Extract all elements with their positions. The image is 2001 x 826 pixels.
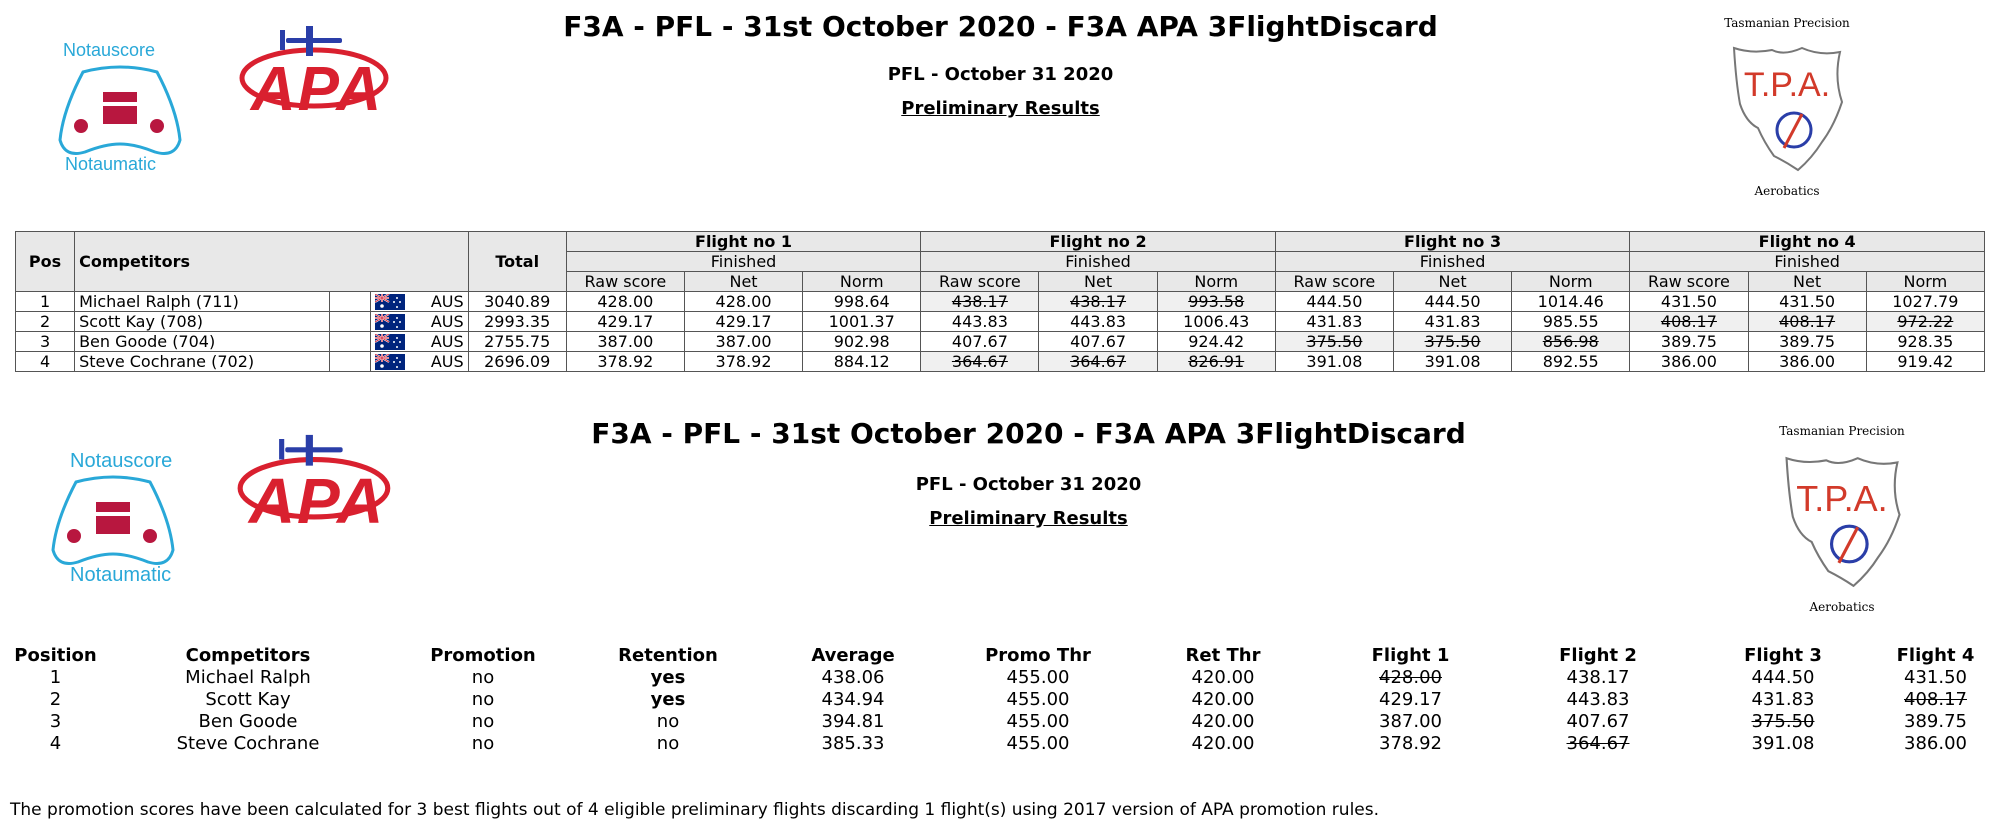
flight-score-cell: 375.50 — [1751, 711, 1815, 732]
table-row — [16, 312, 1985, 332]
score-cell: 856.98 — [1512, 332, 1630, 352]
competitor-name: Ben Goode (704) — [75, 332, 330, 352]
flight-header: Flight no 3 — [1275, 232, 1630, 252]
promotion-cell: no — [471, 733, 495, 754]
notauscore-top-text-2: Notauscore — [70, 450, 173, 472]
score-cell: 972.22 — [1866, 312, 1984, 332]
score-cell: 438.17 — [921, 292, 1039, 312]
country-code: AUS — [430, 292, 464, 311]
retention-cell: no — [656, 711, 680, 732]
results-status-2: Preliminary Results — [929, 508, 1128, 529]
page-title-2: F3A - PFL - 31st October 2020 - F3A APA 3FlightDiscard — [591, 417, 1466, 450]
score-cell: 428.00 — [566, 292, 684, 312]
total-cell: 2696.09 — [468, 352, 566, 372]
score-cell: 386.00 — [1748, 352, 1866, 372]
notauscore-top-text: Notauscore — [63, 40, 156, 60]
country-cell — [370, 292, 468, 312]
flight-header: Flight no 4 — [1630, 232, 1985, 252]
competitor-name: Steve Cochrane — [176, 733, 320, 754]
table-row — [8, 667, 1993, 689]
apa-logo-text: APA — [250, 55, 384, 124]
flight-header: Flight no 1 — [566, 232, 921, 252]
promotion-table — [8, 645, 1993, 755]
retention-cell: no — [656, 733, 680, 754]
page-subtitle-2: PFL - October 31 2020 — [915, 474, 1142, 495]
notauscore-logo-2 — [48, 450, 178, 590]
tpa-logo-2 — [1762, 424, 1922, 620]
promotion-header: Flight 3 — [1744, 645, 1822, 666]
score-cell: 444.50 — [1393, 292, 1511, 312]
position-cell: 2 — [49, 689, 62, 710]
score-cell: 407.67 — [921, 332, 1039, 352]
promo-threshold-cell: 455.00 — [1006, 689, 1070, 710]
score-cell: 408.17 — [1630, 312, 1748, 332]
notauscore-bottom-text: Notaumatic — [65, 154, 157, 174]
australia-flag-icon — [375, 314, 405, 330]
score-cell: 902.98 — [803, 332, 921, 352]
net-score-header: Net — [1748, 272, 1866, 292]
flag-cell — [330, 292, 370, 312]
table-row — [16, 352, 1985, 372]
raw-score-header: Raw score — [921, 272, 1039, 292]
total-header: Total — [468, 232, 566, 292]
promotion-header: Promo Thr — [985, 645, 1091, 666]
score-cell: 378.92 — [566, 352, 684, 372]
flight-score-cell: 429.17 — [1379, 689, 1442, 710]
position-cell: 4 — [16, 352, 75, 372]
ret-threshold-cell: 420.00 — [1191, 667, 1255, 688]
table-row — [8, 689, 1993, 711]
score-cell: 387.00 — [566, 332, 684, 352]
australia-flag-icon — [375, 334, 405, 350]
tpa-logo — [1712, 16, 1862, 201]
promotion-header: Competitors — [185, 645, 311, 666]
flag-cell — [330, 352, 370, 372]
score-cell: 386.00 — [1630, 352, 1748, 372]
tasmania-map-icon — [1722, 38, 1852, 178]
promotion-footnote: The promotion scores have been calculated for 3 best flights out of 4 eligible preliminary flights discarding 1 flight(s) using 2017 version of APA promotion rules. — [10, 800, 1380, 820]
flight-status: Finished — [1630, 252, 1985, 272]
flight-score-cell: 378.92 — [1379, 733, 1442, 754]
notauscore-logo — [55, 40, 185, 180]
promotion-header: Ret Thr — [1185, 645, 1261, 666]
score-cell: 408.17 — [1748, 312, 1866, 332]
score-cell: 1001.37 — [803, 312, 921, 332]
tpa-logo-text: T.P.A. — [1743, 66, 1831, 104]
results-table — [15, 231, 1985, 372]
score-cell: 924.42 — [1157, 332, 1275, 352]
position-cell: 3 — [16, 332, 75, 352]
retention-cell: yes — [650, 667, 686, 688]
competitor-name: Michael Ralph (711) — [75, 292, 330, 312]
average-cell: 434.94 — [821, 689, 885, 710]
raw-score-header: Raw score — [1275, 272, 1393, 292]
raw-score-header: Raw score — [1630, 272, 1748, 292]
position-cell: 1 — [49, 667, 62, 688]
position-cell: 1 — [16, 292, 75, 312]
score-cell: 429.17 — [684, 312, 802, 332]
score-cell: 1027.79 — [1866, 292, 1984, 312]
results-status: Preliminary Results — [901, 98, 1100, 119]
country-cell — [370, 352, 468, 372]
flight-score-cell: 389.75 — [1904, 711, 1967, 732]
score-cell: 985.55 — [1512, 312, 1630, 332]
score-cell: 431.83 — [1275, 312, 1393, 332]
flight-score-cell: 408.17 — [1904, 689, 1967, 710]
flight-status: Finished — [921, 252, 1276, 272]
net-score-header: Net — [684, 272, 802, 292]
score-cell: 884.12 — [803, 352, 921, 372]
table-row — [8, 733, 1993, 755]
ret-threshold-cell: 420.00 — [1191, 689, 1255, 710]
score-cell: 431.50 — [1748, 292, 1866, 312]
total-cell: 2755.75 — [468, 332, 566, 352]
score-cell: 407.67 — [1039, 332, 1157, 352]
flight-header: Flight no 2 — [921, 232, 1276, 252]
score-cell: 928.35 — [1866, 332, 1984, 352]
promotion-header: Flight 1 — [1371, 645, 1450, 666]
tasmania-map-icon-2 — [1774, 446, 1910, 596]
promotion-header: Retention — [618, 645, 718, 666]
score-cell: 1014.46 — [1512, 292, 1630, 312]
tpa-bottom-text: Aerobatics — [1754, 184, 1820, 198]
score-cell: 443.83 — [921, 312, 1039, 332]
australia-flag-icon — [375, 354, 405, 370]
position-cell: 3 — [49, 711, 62, 732]
flight-score-cell: 431.50 — [1904, 667, 1967, 688]
score-cell: 438.17 — [1039, 292, 1157, 312]
competitor-name: Scott Kay — [205, 689, 291, 710]
competitor-name: Steve Cochrane (702) — [75, 352, 330, 372]
flight-score-cell: 364.67 — [1566, 733, 1630, 754]
country-cell — [370, 332, 468, 352]
apa-logo-text-2: APA — [248, 465, 386, 537]
country-cell — [370, 312, 468, 332]
ret-threshold-cell: 420.00 — [1191, 711, 1255, 732]
flight-score-cell: 443.83 — [1566, 689, 1630, 710]
score-cell: 378.92 — [684, 352, 802, 372]
table-row — [16, 332, 1985, 352]
score-cell: 389.75 — [1630, 332, 1748, 352]
page-subtitle: PFL - October 31 2020 — [887, 64, 1114, 85]
promo-threshold-cell: 455.00 — [1006, 667, 1070, 688]
score-cell: 998.64 — [803, 292, 921, 312]
tpa-logo-text-2: T.P.A. — [1796, 478, 1888, 519]
score-cell: 428.00 — [684, 292, 802, 312]
score-cell: 391.08 — [1275, 352, 1393, 372]
country-code: AUS — [430, 352, 464, 371]
position-cell: 4 — [49, 733, 62, 754]
net-score-header: Net — [1393, 272, 1511, 292]
competitor-name: Scott Kay (708) — [75, 312, 330, 332]
raw-score-header: Raw score — [566, 272, 684, 292]
score-cell: 389.75 — [1748, 332, 1866, 352]
promotion-header: Flight 2 — [1559, 645, 1637, 666]
score-cell: 1006.43 — [1157, 312, 1275, 332]
score-cell: 443.83 — [1039, 312, 1157, 332]
apa-logo — [236, 20, 396, 124]
score-cell: 364.67 — [921, 352, 1039, 372]
promo-threshold-cell: 455.00 — [1006, 733, 1070, 754]
flight-score-cell: 438.17 — [1566, 667, 1630, 688]
retention-cell: yes — [650, 689, 686, 710]
tpa-top-text-2: Tasmanian Precision — [1779, 424, 1905, 438]
norm-score-header: Norm — [803, 272, 921, 292]
average-cell: 438.06 — [821, 667, 885, 688]
ret-threshold-cell: 420.00 — [1191, 733, 1255, 754]
norm-score-header: Norm — [1512, 272, 1630, 292]
flight-score-cell: 391.08 — [1751, 733, 1815, 754]
competitor-name: Ben Goode — [198, 711, 298, 732]
country-code: AUS — [430, 332, 464, 351]
score-cell: 431.83 — [1393, 312, 1511, 332]
total-cell: 3040.89 — [468, 292, 566, 312]
australia-flag-icon — [375, 294, 405, 310]
score-cell: 375.50 — [1275, 332, 1393, 352]
flight-status: Finished — [566, 252, 921, 272]
table-row — [8, 711, 1993, 733]
flag-cell — [330, 332, 370, 352]
promotion-cell: no — [471, 711, 495, 732]
flight-score-cell: 444.50 — [1751, 667, 1815, 688]
country-code: AUS — [430, 312, 464, 331]
promo-threshold-cell: 455.00 — [1006, 711, 1070, 732]
score-cell: 387.00 — [684, 332, 802, 352]
flight-score-cell: 431.83 — [1751, 689, 1815, 710]
table-row — [16, 292, 1985, 312]
flight-score-cell: 387.00 — [1379, 711, 1442, 732]
score-cell: 444.50 — [1275, 292, 1393, 312]
score-cell: 993.58 — [1157, 292, 1275, 312]
flight-score-cell: 407.67 — [1566, 711, 1630, 732]
flight-status: Finished — [1275, 252, 1630, 272]
promotion-cell: no — [471, 689, 495, 710]
promotion-header: Average — [811, 645, 895, 666]
score-cell: 919.42 — [1866, 352, 1984, 372]
page-title: F3A - PFL - 31st October 2020 - F3A APA 3FlightDiscard — [563, 10, 1438, 43]
average-cell: 385.33 — [821, 733, 885, 754]
score-cell: 391.08 — [1393, 352, 1511, 372]
notauscore-bottom-text-2: Notaumatic — [70, 564, 172, 586]
promotion-header: Position — [14, 645, 97, 666]
score-cell: 431.50 — [1630, 292, 1748, 312]
score-cell: 892.55 — [1512, 352, 1630, 372]
tpa-bottom-text-2: Aerobatics — [1809, 600, 1875, 614]
promotion-header: Promotion — [430, 645, 536, 666]
net-score-header: Net — [1039, 272, 1157, 292]
flight-score-cell: 428.00 — [1379, 667, 1442, 688]
score-cell: 364.67 — [1039, 352, 1157, 372]
total-cell: 2993.35 — [468, 312, 566, 332]
score-cell: 826.91 — [1157, 352, 1275, 372]
position-cell: 2 — [16, 312, 75, 332]
score-cell: 375.50 — [1393, 332, 1511, 352]
promotion-header: Flight 4 — [1896, 645, 1975, 666]
average-cell: 394.81 — [821, 711, 885, 732]
flag-cell — [330, 312, 370, 332]
norm-score-header: Norm — [1157, 272, 1275, 292]
tpa-top-text: Tasmanian Precision — [1724, 16, 1850, 30]
flight-score-cell: 386.00 — [1904, 733, 1967, 754]
apa-logo-2 — [234, 428, 398, 537]
pos-header: Pos — [16, 232, 75, 292]
competitor-name: Michael Ralph — [185, 667, 311, 688]
competitors-header: Competitors — [75, 232, 469, 292]
norm-score-header: Norm — [1866, 272, 1984, 292]
score-cell: 429.17 — [566, 312, 684, 332]
promotion-cell: no — [471, 667, 495, 688]
